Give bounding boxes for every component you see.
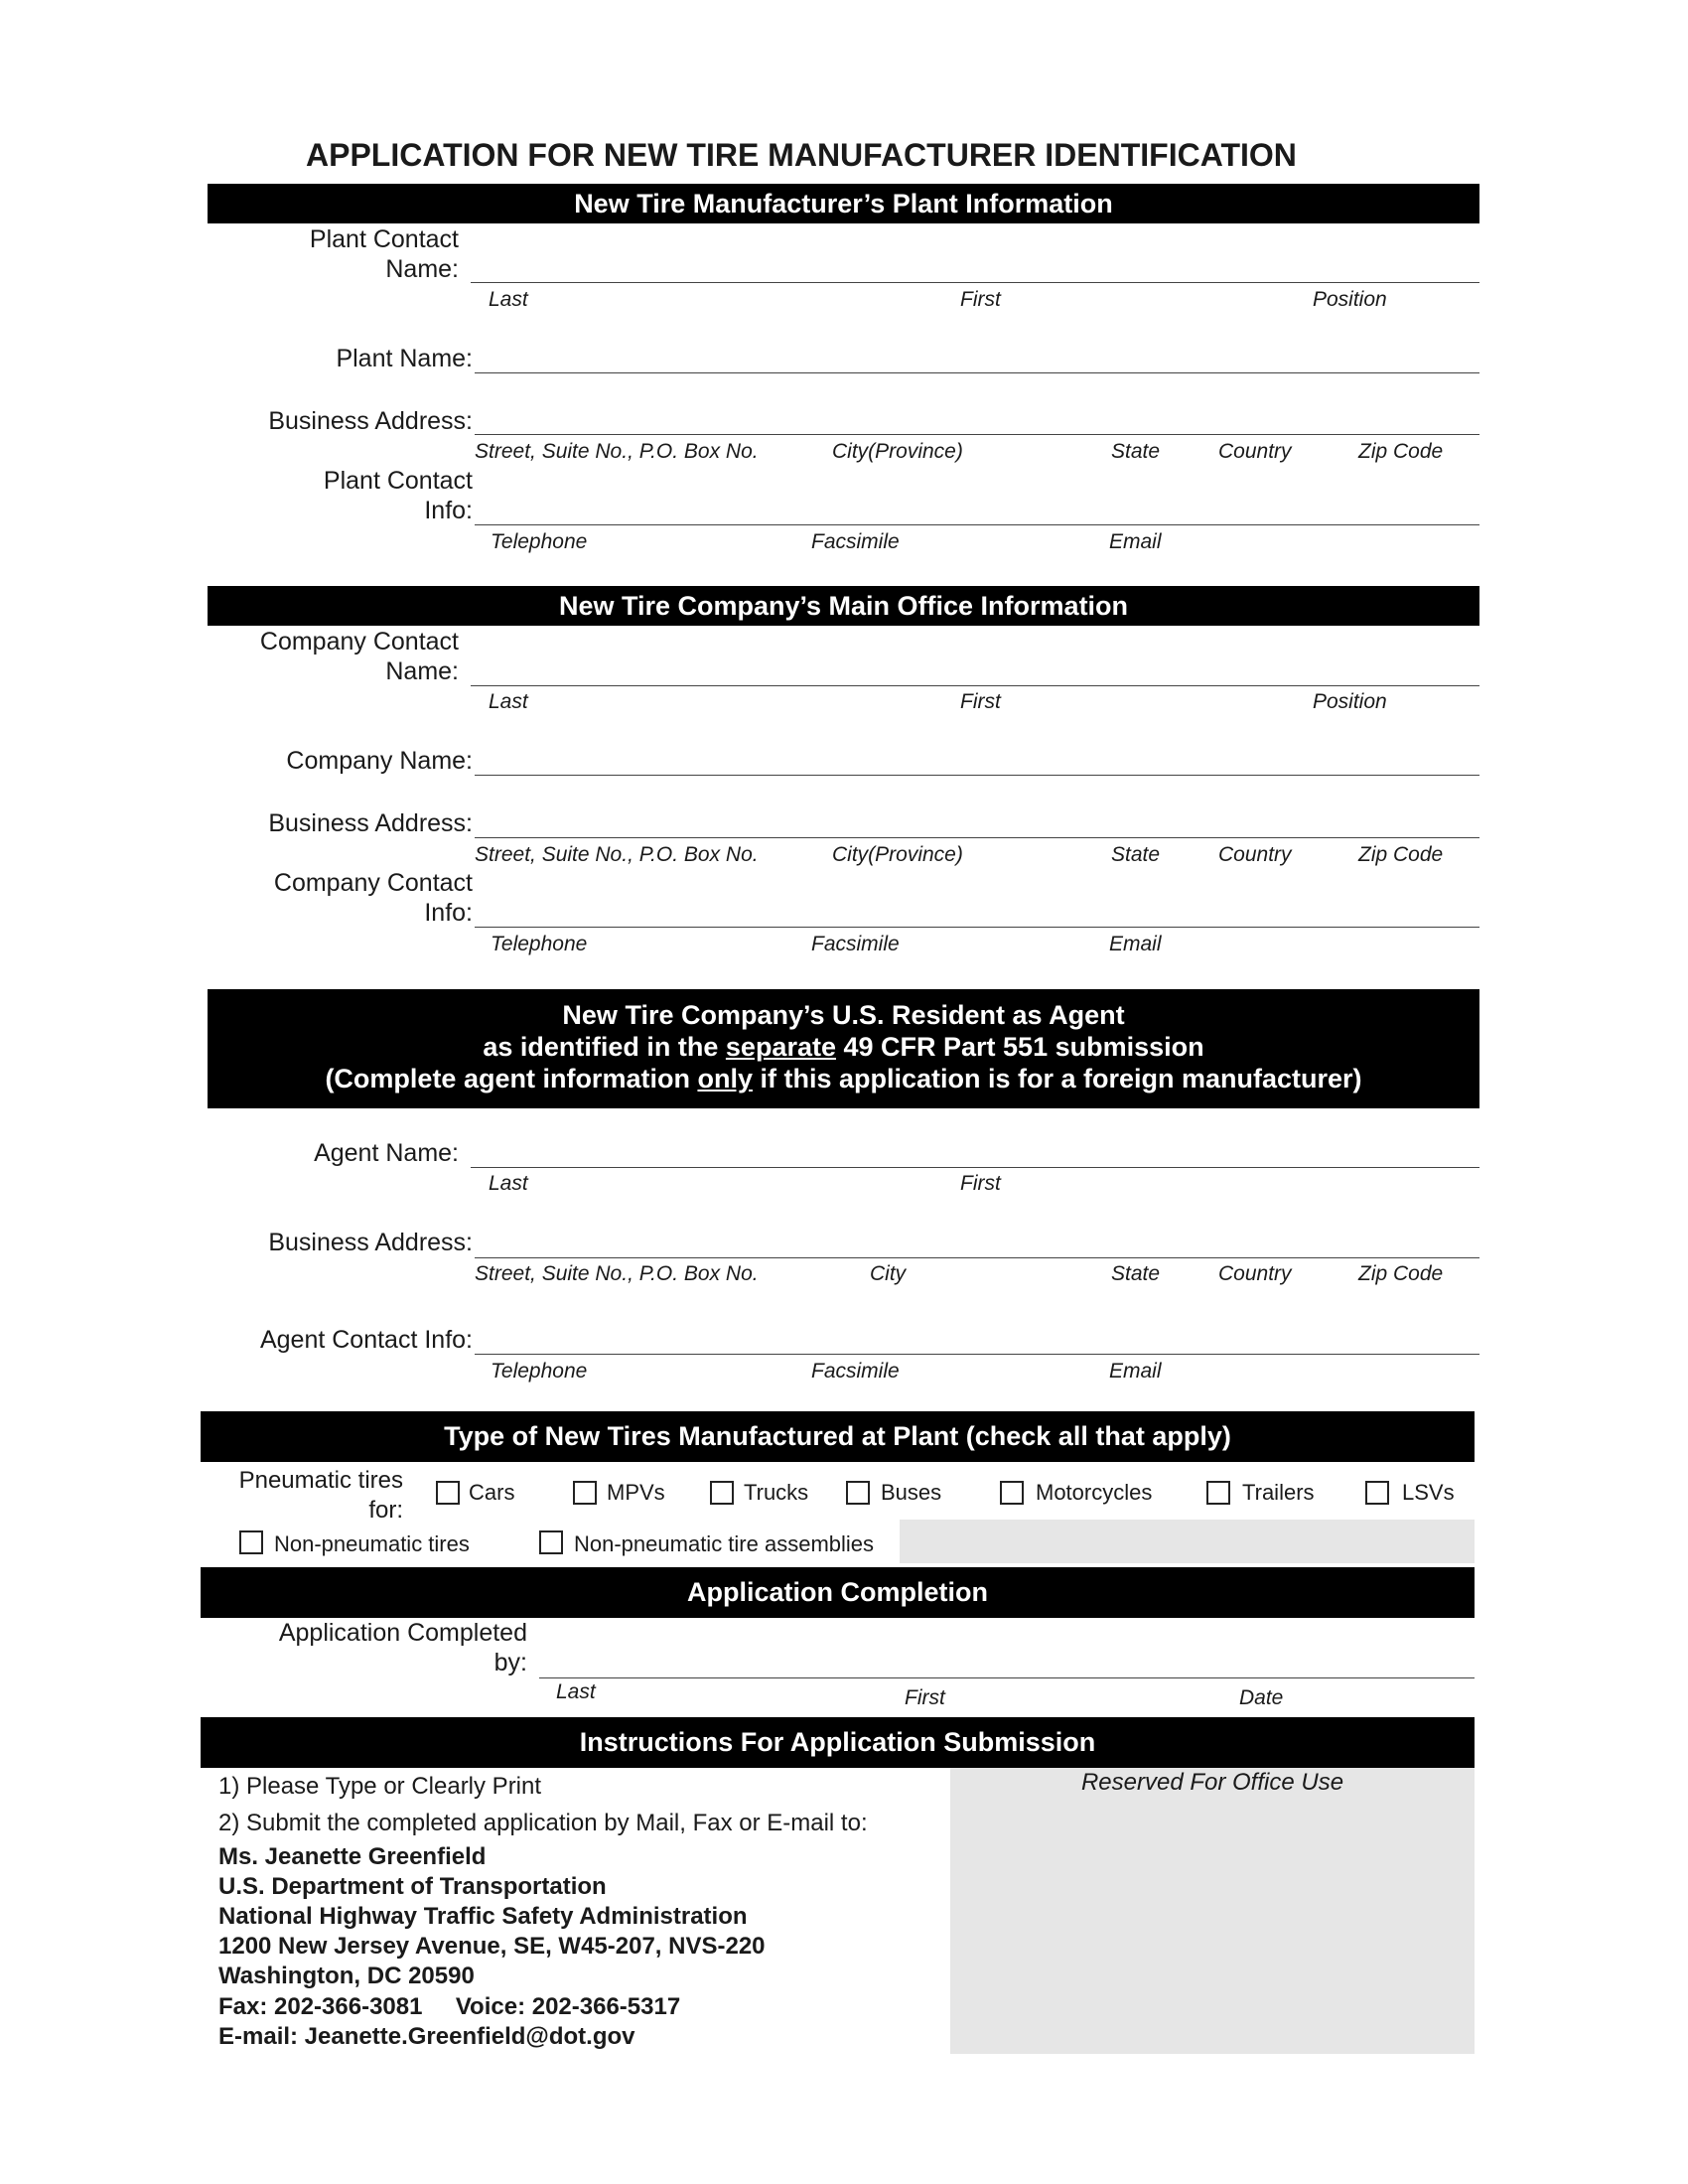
agent-address-sub-state: State	[1111, 1262, 1161, 1285]
address-line-agency: National Highway Traffic Safety Administration	[218, 1903, 748, 1930]
agent-info-sub-email: Email	[1109, 1360, 1162, 1383]
plant-contact-info-field[interactable]	[475, 524, 1479, 525]
address-line-email[interactable]: E-mail: Jeanette.Greenfield@dot.gov	[218, 2023, 635, 2050]
plant-address-sub-state: State	[1111, 440, 1161, 463]
company-address-sub-zip: Zip Code	[1358, 843, 1444, 866]
completion-sub-date: Date	[1239, 1686, 1284, 1709]
plant-address-sub-country: Country	[1218, 440, 1292, 463]
company-section-header: New Tire Company’s Main Office Information	[208, 586, 1479, 626]
agent-name-label: Agent Name:	[314, 1139, 459, 1167]
plant-info-sub-facsimile: Facsimile	[811, 530, 900, 553]
instructions-header: Instructions For Application Submission	[201, 1717, 1475, 1768]
company-contact-name-field[interactable]	[471, 685, 1479, 686]
completion-sub-first: First	[905, 1686, 945, 1709]
agent-name-sub-last: Last	[489, 1172, 528, 1195]
cars-label: Cars	[469, 1480, 515, 1505]
company-address-sub-country: Country	[1218, 843, 1292, 866]
company-address-sub-city: City(Province)	[832, 843, 963, 866]
lsvs-checkbox[interactable]	[1365, 1481, 1389, 1505]
pneumatic-tires-label: Pneumatic tires for:	[238, 1467, 403, 1524]
plant-name-sub-first: First	[960, 288, 1001, 311]
completed-by-field[interactable]	[539, 1677, 1475, 1678]
mpvs-label: MPVs	[607, 1480, 665, 1505]
non-pneumatic-tires-checkbox[interactable]	[239, 1530, 263, 1554]
agent-info-sub-telephone: Telephone	[491, 1360, 588, 1383]
plant-name-sub-position: Position	[1313, 288, 1387, 311]
plant-name-sub-last: Last	[489, 288, 528, 311]
company-info-sub-telephone: Telephone	[491, 933, 588, 955]
buses-label: Buses	[881, 1480, 942, 1505]
completion-header: Application Completion	[201, 1567, 1475, 1618]
company-name-sub-position: Position	[1313, 690, 1387, 713]
plant-info-sub-telephone: Telephone	[491, 530, 588, 553]
address-line-department: U.S. Department of Transportation	[218, 1873, 607, 1900]
lsvs-label: LSVs	[1402, 1480, 1455, 1505]
company-address-field[interactable]	[475, 837, 1479, 838]
plant-name-label: Plant Name:	[336, 345, 473, 372]
buses-checkbox[interactable]	[846, 1481, 870, 1505]
plant-address-sub-zip: Zip Code	[1358, 440, 1444, 463]
non-pneumatic-tires-label: Non-pneumatic tires	[274, 1531, 470, 1556]
reserved-office-use-box	[950, 1768, 1475, 2054]
agent-address-label: Business Address:	[268, 1229, 473, 1256]
plant-section-header: New Tire Manufacturer’s Plant Information	[208, 184, 1479, 223]
address-line-street: 1200 New Jersey Avenue, SE, W45-207, NVS-220	[218, 1933, 766, 1960]
agent-address-field[interactable]	[475, 1257, 1479, 1258]
motorcycles-label: Motorcycles	[1036, 1480, 1153, 1505]
completion-sub-last: Last	[556, 1680, 596, 1703]
agent-header-line2: as identified in the separate 49 CFR Part 551 submission	[483, 1032, 1204, 1062]
agent-section-header	[208, 989, 1479, 1108]
plant-address-field[interactable]	[475, 434, 1479, 435]
instruction-step-2: 2) Submit the completed application by Mail, Fax or E-mail to:	[218, 1810, 868, 1836]
trailers-label: Trailers	[1242, 1480, 1315, 1505]
trucks-label: Trucks	[744, 1480, 809, 1505]
agent-address-sub-zip: Zip Code	[1358, 1262, 1444, 1285]
trailers-checkbox[interactable]	[1206, 1481, 1230, 1505]
address-line-name: Ms. Jeanette Greenfield	[218, 1843, 487, 1870]
plant-contact-info-label: Plant Contact Info:	[323, 467, 473, 524]
non-pneumatic-assemblies-label: Non-pneumatic tire assemblies	[574, 1531, 875, 1556]
agent-info-sub-facsimile: Facsimile	[811, 1360, 900, 1383]
address-line-city: Washington, DC 20590	[218, 1963, 475, 1989]
non-pneumatic-assemblies-checkbox[interactable]	[539, 1530, 563, 1554]
company-contact-info-field[interactable]	[475, 927, 1479, 928]
trucks-checkbox[interactable]	[710, 1481, 734, 1505]
company-address-sub-state: State	[1111, 843, 1161, 866]
company-name-sub-first: First	[960, 690, 1001, 713]
agent-contact-info-label: Agent Contact Info:	[259, 1326, 473, 1354]
plant-contact-name-field[interactable]	[471, 282, 1479, 283]
agent-header-line3: (Complete agent information only if this application is for a foreign manufacturer)	[325, 1064, 1362, 1093]
instruction-step-1: 1) Please Type or Clearly Print	[218, 1773, 542, 1800]
company-address-sub-street: Street, Suite No., P.O. Box No.	[475, 843, 759, 866]
company-name-sub-last: Last	[489, 690, 528, 713]
agent-name-sub-first: First	[960, 1172, 1001, 1195]
company-info-sub-facsimile: Facsimile	[811, 933, 900, 955]
company-address-label: Business Address:	[268, 809, 473, 837]
company-name-field[interactable]	[475, 775, 1479, 776]
company-name-label: Company Name:	[286, 747, 473, 775]
address-line-fax-voice: Fax: 202-366-3081 Voice: 202-366-5317	[218, 1993, 681, 2020]
agent-address-sub-street: Street, Suite No., P.O. Box No.	[475, 1262, 759, 1285]
reserved-office-use-label: Reserved For Office Use	[1080, 1769, 1344, 1796]
completed-by-label: Application Completed by:	[278, 1619, 527, 1676]
mpvs-checkbox[interactable]	[573, 1481, 597, 1505]
agent-address-sub-city: City	[870, 1262, 907, 1285]
company-contact-name-label: Company Contact Name:	[259, 628, 459, 685]
company-contact-info-label: Company Contact Info:	[273, 869, 473, 927]
tire-types-header: Type of New Tires Manufactured at Plant (check all that apply)	[201, 1411, 1475, 1462]
agent-contact-info-field[interactable]	[475, 1354, 1479, 1355]
agent-name-field[interactable]	[471, 1167, 1479, 1168]
shaded-blank-area	[900, 1520, 1475, 1563]
cars-checkbox[interactable]	[436, 1481, 460, 1505]
plant-address-sub-city: City(Province)	[832, 440, 963, 463]
page-title: APPLICATION FOR NEW TIRE MANUFACTURER IDENTIFICATION	[306, 137, 1297, 173]
plant-name-field[interactable]	[475, 372, 1479, 373]
plant-address-sub-street: Street, Suite No., P.O. Box No.	[475, 440, 759, 463]
plant-contact-name-label: Plant Contact Name:	[309, 225, 459, 283]
agent-header-line1: New Tire Company’s U.S. Resident as Agent	[562, 1000, 1125, 1030]
company-info-sub-email: Email	[1109, 933, 1162, 955]
motorcycles-checkbox[interactable]	[1000, 1481, 1024, 1505]
agent-address-sub-country: Country	[1218, 1262, 1292, 1285]
plant-info-sub-email: Email	[1109, 530, 1162, 553]
plant-address-label: Business Address:	[268, 407, 473, 435]
